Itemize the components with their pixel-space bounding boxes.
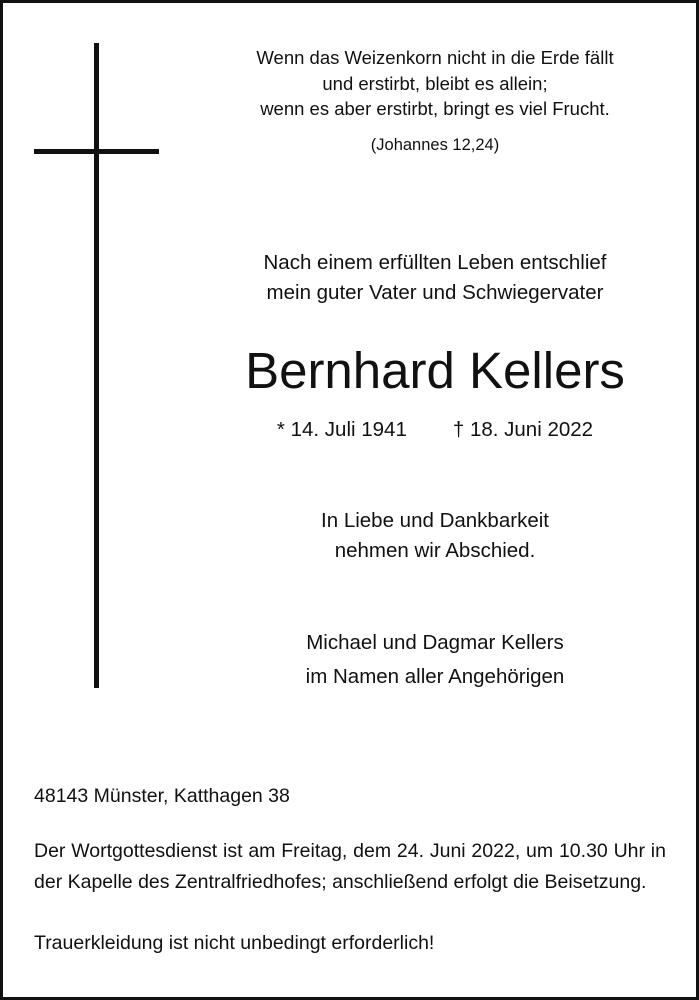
death-date: † 18. Juni 2022 <box>452 418 594 441</box>
mourners-on-behalf: im Namen aller Angehörigen <box>305 665 565 688</box>
intro-line: mein guter Vater und Schwiegervater <box>266 280 604 304</box>
intro-text <box>195 248 675 307</box>
family-address: 48143 Münster, Katthagen 38 <box>34 785 290 807</box>
farewell-text <box>195 506 675 565</box>
birth-date: * 14. Juli 1941 <box>276 418 407 441</box>
mourners-signature <box>195 626 675 694</box>
intro-line: Nach einem erfüllten Leben entschlief <box>263 251 607 274</box>
verse-line: Wenn das Weizenkorn nicht in die Erde fällt <box>256 47 614 68</box>
cross-horizontal-bar <box>34 149 159 154</box>
service-details: Der Wortgottesdienst ist am Freitag, dem 24. Juni 2022, um 10.30 Uhr in der Kapelle des Zentralfriedhofes; anschließend erfolgt die Beisetzung. <box>34 840 666 893</box>
deceased-name: Bernhard Kellers <box>245 342 625 399</box>
life-dates <box>195 416 675 444</box>
farewell-line: nehmen wir Abschied. <box>334 538 536 562</box>
mourner-names: Michael und Dagmar Kellers <box>306 631 564 654</box>
farewell-line: In Liebe und Dankbarkeit <box>321 509 549 532</box>
cross-vertical-bar <box>94 43 99 688</box>
verse-line: und erstirbt, bleibt es allein; <box>322 72 548 94</box>
bible-verse <box>195 45 675 122</box>
verse-line: wenn es aber erstirbt, bringt es viel Frucht. <box>260 98 610 119</box>
verse-citation: (Johannes 12,24) <box>370 136 500 154</box>
dress-code-note: Trauerkleidung ist nicht unbedingt erforderlich! <box>34 932 435 954</box>
